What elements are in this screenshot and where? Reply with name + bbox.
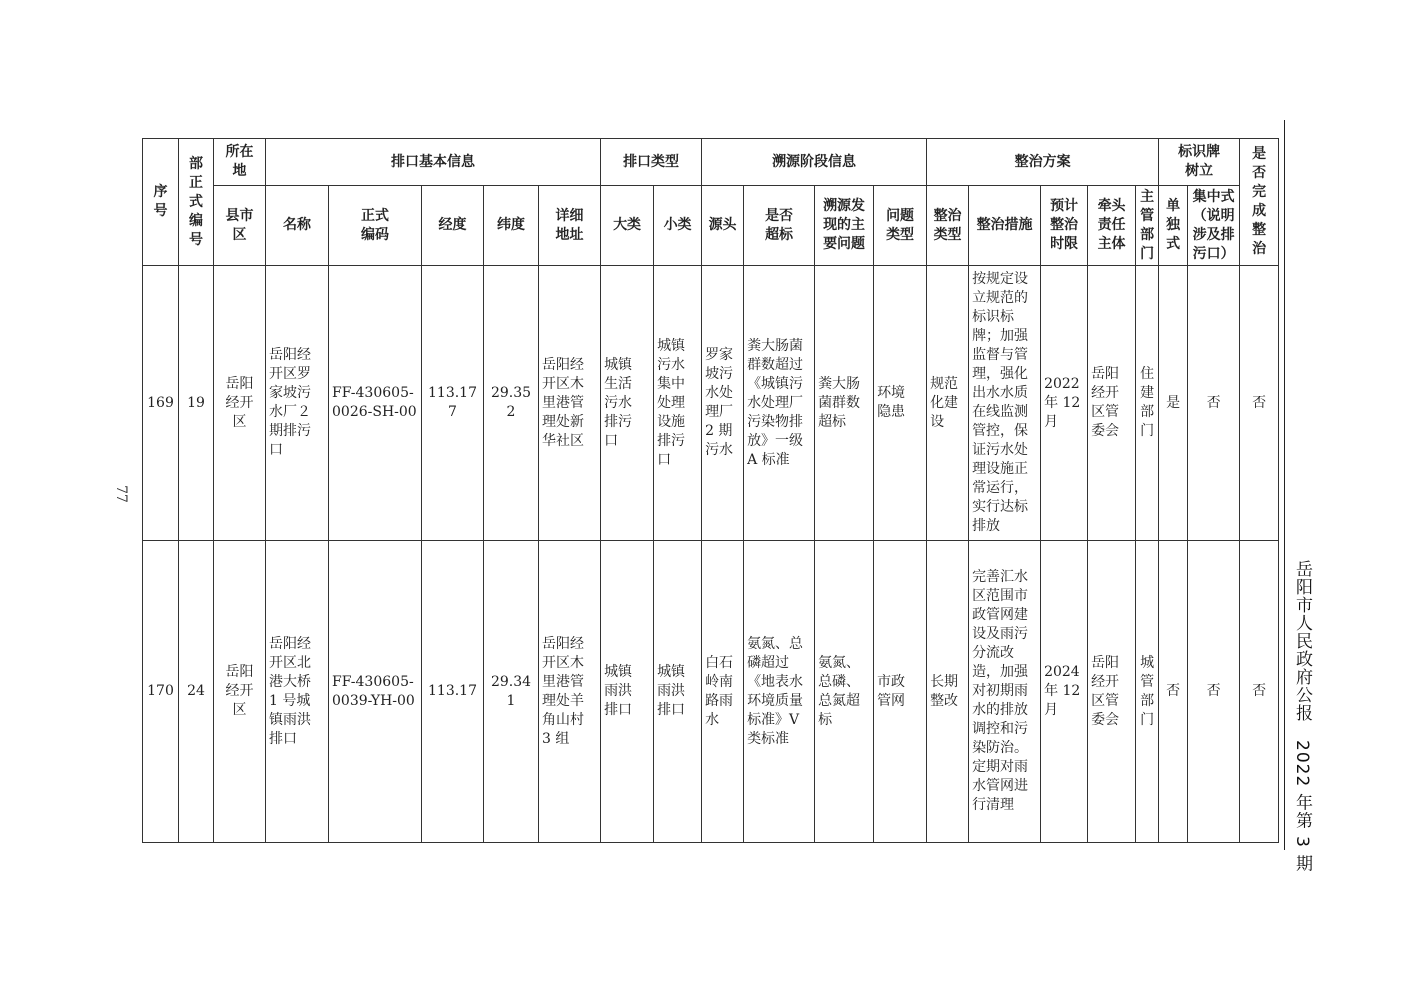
header-deadline: 预计 整治 时限 — [1041, 186, 1088, 266]
cell-lead: 岳阳 经开 区管 委会 — [1088, 541, 1136, 843]
header-name: 名称 — [266, 186, 329, 266]
cell-measures: 按规定设 立规范的 标识标 牌；加强 监督与管 理，强化 出水水质 在线监测 管控，保 证污水处 理设施正 常运行， 实行达标 排放 — [969, 266, 1041, 541]
cell-name: 岳阳经 开区北 港大桥 1 号城 镇雨洪 排口 — [266, 541, 329, 843]
cell-exceed: 粪大肠菌 群数超过 《城镇污 水处理厂 污染物排 放》一级 A 标准 — [744, 266, 815, 541]
header-plan: 整治方案 — [927, 139, 1159, 186]
cell-latitude: 29.352 — [484, 266, 539, 541]
cell-longitude: 113.177 — [422, 266, 484, 541]
masthead: 岳阳市人民政府公报 2022 年第 3 期 — [1292, 560, 1312, 873]
header-centralized: 集中式 （说明 涉及排 污口） — [1188, 186, 1240, 266]
header-outlet-info: 排口基本信息 — [266, 139, 601, 186]
cell-deadline: 2024 年 12 月 — [1041, 541, 1088, 843]
header-address: 详细 地址 — [539, 186, 601, 266]
table-row — [143, 541, 1279, 843]
table-row — [143, 266, 1279, 541]
cell-longitude: 113.17 — [422, 541, 484, 843]
header-county: 县市 区 — [214, 186, 266, 266]
header-single: 单 独 式 — [1159, 186, 1188, 266]
cell-completed: 否 — [1240, 541, 1279, 843]
cell-minor: 城镇 污水 集中 处理 设施 排污 口 — [654, 266, 702, 541]
cell-official-code: FF-430605- 0039-YH-00 — [329, 541, 422, 843]
cell-single: 是 — [1159, 266, 1188, 541]
header-measures: 整治措施 — [969, 186, 1041, 266]
header-seq: 序 号 — [143, 139, 179, 266]
header-longitude: 经度 — [422, 186, 484, 266]
cell-address: 岳阳经 开区木 里港管 理处新 华社区 — [539, 266, 601, 541]
cell-dept-code: 19 — [179, 266, 214, 541]
header-dept: 主 管 部 门 — [1136, 186, 1159, 266]
cell-plan-type: 长期 整改 — [927, 541, 969, 843]
cell-found-issue: 粪大肠 菌群数 超标 — [815, 266, 874, 541]
cell-county: 岳阳 经开 区 — [214, 266, 266, 541]
cell-plan-type: 规范 化建 设 — [927, 266, 969, 541]
cell-dept: 住 建 部 门 — [1136, 266, 1159, 541]
header-source: 源头 — [702, 186, 744, 266]
header-plan-type: 整治 类型 — [927, 186, 969, 266]
header-exceed: 是否 超标 — [744, 186, 815, 266]
cell-address: 岳阳经 开区木 里港管 理处羊 角山村 3 组 — [539, 541, 601, 843]
cell-dept-code: 24 — [179, 541, 214, 843]
cell-official-code: FF-430605- 0026-SH-00 — [329, 266, 422, 541]
header-official-code: 正式 编码 — [329, 186, 422, 266]
header-sign: 标识牌 树立 — [1159, 139, 1240, 186]
cell-name: 岳阳经 开区罗 家坡污 水厂２ 期排污 口 — [266, 266, 329, 541]
outlet-table — [142, 138, 1279, 843]
cell-lead: 岳阳 经开 区管 委会 — [1088, 266, 1136, 541]
cell-county: 岳阳 经开 区 — [214, 541, 266, 843]
header-trace-info: 溯源阶段信息 — [702, 139, 927, 186]
cell-major: 城镇 生活 污水 排污 口 — [601, 266, 654, 541]
header-minor: 小类 — [654, 186, 702, 266]
header-latitude: 纬度 — [484, 186, 539, 266]
page-number: 77 — [112, 485, 129, 503]
header-location: 所在 地 — [214, 139, 266, 186]
header-lead: 牵头 责任 主体 — [1088, 186, 1136, 266]
cell-seq: 170 — [143, 541, 179, 843]
cell-issue-type: 环境 隐患 — [874, 266, 927, 541]
cell-latitude: 29.341 — [484, 541, 539, 843]
cell-found-issue: 氨氮、 总磷、 总氮超 标 — [815, 541, 874, 843]
cell-minor: 城镇 雨洪 排口 — [654, 541, 702, 843]
header-completed: 是 否 完 成 整 治 — [1240, 139, 1279, 266]
cell-single: 否 — [1159, 541, 1188, 843]
header-outlet-type: 排口类型 — [601, 139, 702, 186]
cell-centralized: 否 — [1188, 266, 1240, 541]
cell-completed: 否 — [1240, 266, 1279, 541]
cell-major: 城镇 雨洪 排口 — [601, 541, 654, 843]
header-major: 大类 — [601, 186, 654, 266]
cell-deadline: 2022 年 12 月 — [1041, 266, 1088, 541]
cell-centralized: 否 — [1188, 541, 1240, 843]
cell-source: 白石 岭南 路雨 水 — [702, 541, 744, 843]
header-dept-code: 部 正 式 编 号 — [179, 139, 214, 266]
header-issue-type: 问题 类型 — [874, 186, 927, 266]
cell-exceed: 氨氮、总 磷超过 《地表水 环境质量 标准》Ⅴ 类标准 — [744, 541, 815, 843]
header-found-issue: 溯源发 现的主 要问题 — [815, 186, 874, 266]
cell-issue-type: 市政 管网 — [874, 541, 927, 843]
cell-measures: 完善汇水 区范围市 政管网建 设及雨污 分流改 造，加强 对初期雨 水的排放 调控和污 染防治。 定期对雨 水管网进 行清理 — [969, 541, 1041, 843]
margin-rule — [1284, 120, 1285, 850]
cell-source: 罗家 坡污 水处 理厂 2 期 污水 — [702, 266, 744, 541]
cell-dept: 城 管 部 门 — [1136, 541, 1159, 843]
cell-seq: 169 — [143, 266, 179, 541]
